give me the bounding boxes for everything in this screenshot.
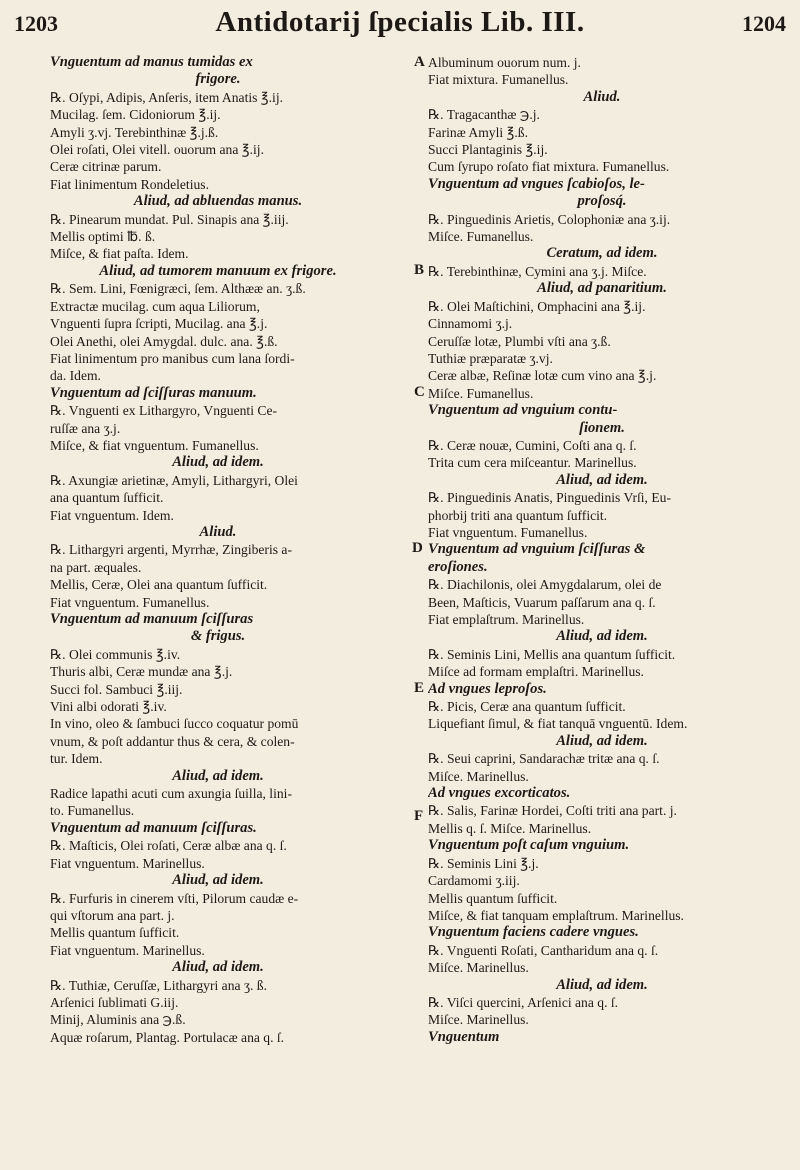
right-line: Mellis quantum ſufficit. xyxy=(428,890,558,906)
left-line: Ceræ citrinæ parum. xyxy=(50,159,162,175)
right-line: Vnguentum ad vngues ſcabioſos, le- xyxy=(428,175,645,192)
right-line: ℞. Seminis Lini, Mellis ana quantum ſufficit. xyxy=(428,646,676,662)
left-line: Miſce, & fiat paſta. Idem. xyxy=(50,246,189,262)
right-line: Vnguentum faciens cadere vngues. xyxy=(428,924,639,941)
right-line: eroſiones. xyxy=(428,558,488,575)
left-line: Arſenici ſublimati G.iij. xyxy=(50,994,179,1010)
right-line: ℞. Pinguedinis Anatis, Pinguedinis Vrſi, Eu- xyxy=(428,490,671,506)
left-line: ℞. Tuthiæ, Ceruſſæ, Lithargyri ana ʒ. ß. xyxy=(50,977,267,993)
right-line: Ceratum, ad idem. xyxy=(546,245,658,262)
right-line: Fiat mixtura. Fumanellus. xyxy=(428,72,569,88)
right-line: ℞. Diachilonis, olei Amygdalarum, olei de xyxy=(428,577,662,593)
right-line: Aliud, ad idem. xyxy=(556,628,648,645)
left-line: Vnguentum ad manuum ſciſſuras xyxy=(50,611,254,627)
right-line: Trita cum cera miſceantur. Marinellus. xyxy=(428,455,637,471)
left-line: to. Fumanellus. xyxy=(50,803,135,819)
left-line: Extractæ mucilag. cum aqua Liliorum, xyxy=(50,298,260,314)
right-line: ℞. Pinguedinis Arietis, Colophoniæ ana ʒ.ij. xyxy=(428,211,671,227)
left-line: Vnguentum ad ſciſſuras manuum. xyxy=(50,384,257,401)
right-line: Miſce. Fumanellus. xyxy=(428,385,534,401)
right-line: Vnguentum ad vnguium contu- xyxy=(428,402,618,419)
page-header xyxy=(14,6,786,46)
margin-letter-e: E xyxy=(414,680,425,696)
right-line: Cum ſyrupo roſato fiat mixtura. Fumanellus. xyxy=(428,159,670,175)
right-line: ℞. Picis, Ceræ ana quantum ſufficit. xyxy=(428,699,626,715)
right-line: ſionem. xyxy=(579,419,625,436)
right-line: Aliud, ad panaritium. xyxy=(537,280,667,297)
left-line: tur. Idem. xyxy=(50,751,103,767)
left-line: Aliud, ad idem. xyxy=(172,959,264,976)
left-line: Succi fol. Sambuci ℥.iij. xyxy=(50,681,183,697)
right-line: ℞. Olei Maſtichini, Omphacini ana ℥.ij. xyxy=(428,298,646,314)
right-column xyxy=(428,54,776,1046)
right-line: Albuminum ouorum num. j. xyxy=(428,55,581,70)
left-line: Aliud, ad idem. xyxy=(172,767,264,784)
left-line: Fiat vnguentum. Marinellus. xyxy=(50,855,205,871)
left-line: ℞. Pinearum mundat. Pul. Sinapis ana ℥.iij. xyxy=(50,211,289,227)
right-line: Ad vngues excorticatos. xyxy=(428,785,571,802)
left-line: frigore. xyxy=(195,71,241,88)
left-line: In vino, oleo & ſambuci ſucco coquatur pomū xyxy=(50,716,299,732)
left-line: vnum, & poſt addantur thus & cera, & colen- xyxy=(50,733,295,749)
margin-letter-c: C xyxy=(414,384,425,400)
left-line: Aquæ roſarum, Plantag. Portulacæ ana q. ſ. xyxy=(50,1029,285,1045)
right-line: Ceræ albæ, Reſinæ lotæ cum vino ana ℥.j. xyxy=(428,368,657,384)
right-line: Aliud, ad idem. xyxy=(556,471,648,488)
right-line: Cardamomi ʒ.iij. xyxy=(428,873,520,889)
right-line: ℞. Seminis Lini ℥.j. xyxy=(428,855,539,871)
right-line: Miſce ad formam emplaſtri. Marinellus. xyxy=(428,664,644,680)
left-line: Vini albi odorati ℥.iv. xyxy=(50,699,167,715)
right-line: Aliud, ad idem. xyxy=(556,976,648,993)
left-line: da. Idem. xyxy=(50,368,101,384)
left-line: Fiat vnguentum. Fumanellus. xyxy=(50,594,210,610)
right-line: Cinnamomi ʒ.j. xyxy=(428,316,513,332)
right-line: Succi Plantaginis ℥.ij. xyxy=(428,142,548,158)
left-line: Aliud, ad tumorem manuum ex frigore. xyxy=(99,262,337,279)
left-line: Fiat linimentum Rondeletius. xyxy=(50,176,209,192)
right-line: Miſce, & fiat tanquam emplaſtrum. Marinellus. xyxy=(428,907,684,923)
left-line: ℞. Vnguenti ex Lithargyro, Vnguenti Ce- xyxy=(50,403,278,419)
left-line: Olei roſati, Olei vitell. ouorum ana ℥.ij. xyxy=(50,142,264,158)
right-line: Tuthiæ præparatæ ʒ.vj. xyxy=(428,350,553,366)
right-line: proſosq́. xyxy=(577,193,627,210)
left-line: Radice lapathi acuti cum axungia ſuilla, lini- xyxy=(50,786,292,802)
left-line: Aliud, ad abluendas manus. xyxy=(133,193,303,210)
left-line: Minij, Aluminis ana ℈.ß. xyxy=(50,1012,186,1028)
running-title: Antidotarij ſpecialis Lib. III. xyxy=(215,6,585,38)
right-line: Miſce. Marinellus. xyxy=(428,1012,529,1028)
right-line: ℞. Ceræ nouæ, Cumini, Coſti ana q. ſ. xyxy=(428,437,637,453)
left-line: Olei Anethi, olei Amygdal. dulc. ana. ℥.ß. xyxy=(50,333,278,349)
right-line: ℞. Terebinthinæ, Cymini ana ʒ.j. Miſce. xyxy=(428,263,647,279)
left-line: Mellis quantum ſufficit. xyxy=(50,925,180,941)
left-line: ana quantum ſufficit. xyxy=(50,490,164,506)
right-line: ℞. Vnguenti Roſati, Cantharidum ana q. ſ. xyxy=(428,942,659,958)
right-line: Vnguentum poſt caſum vnguium. xyxy=(428,837,630,854)
right-line: Farinæ Amyli ℥.ß. xyxy=(428,124,528,140)
left-line: qui vſtorum ana part. j. xyxy=(50,907,175,923)
right-line: Fiat emplaſtrum. Marinellus. xyxy=(428,612,585,627)
left-line: Miſce, & fiat vnguentum. Fumanellus. xyxy=(50,437,259,453)
page-number-left: 1203 xyxy=(14,11,58,36)
left-line: Mellis, Ceræ, Olei ana quantum ſufficit. xyxy=(50,577,268,593)
left-line: Fiat vnguentum. Idem. xyxy=(50,507,174,523)
right-line: Vnguentum ad vnguium ſciſſuras & xyxy=(428,541,646,558)
right-line: Miſce. Fumanellus. xyxy=(428,229,534,245)
right-line: Ceruſſæ lotæ, Plumbi vſti ana ʒ.ß. xyxy=(428,333,611,349)
left-line: & frigus. xyxy=(190,628,246,645)
left-line: Aliud. xyxy=(199,523,237,540)
left-line: ℞. Oſypi, Adipis, Anſeris, item Anatis ℥.ij. xyxy=(50,89,284,105)
left-line: Fiat vnguentum. Marinellus. xyxy=(50,942,205,958)
left-line: ℞. Sem. Lini, Fœnigræci, ſem. Althææ an. ʒ.ß. xyxy=(50,281,306,297)
page-number-right: 1204 xyxy=(742,11,786,36)
left-line: ℞. Furfuris in cinerem vſti, Pilorum caudæ e- xyxy=(50,890,299,906)
left-line: Vnguentum ad manuum ſciſſuras. xyxy=(50,819,257,836)
margin-letter-a: A xyxy=(414,54,425,70)
left-line: Amyli ʒ.vj. Terebinthinæ ℥.j.ß. xyxy=(50,124,219,140)
right-line: Fiat vnguentum. Fumanellus. xyxy=(428,524,588,540)
margin-letter-d: D xyxy=(412,540,423,556)
right-line: Ad vngues leproſos. xyxy=(428,680,547,697)
right-line: ℞. Viſci quercini, Arſenici ana q. ſ. xyxy=(428,994,619,1010)
right-line: Miſce. Marinellus. xyxy=(428,768,529,784)
left-line: Aliud, ad idem. xyxy=(172,872,264,889)
right-line: Vnguentum xyxy=(428,1028,500,1045)
left-line: Thuris albi, Ceræ mundæ ana ℥.j. xyxy=(50,664,233,680)
margin-letter-f: F xyxy=(414,808,424,824)
left-line: Mucilag. ſem. Cidoniorum ℥.ij. xyxy=(50,107,221,123)
right-line: Aliud, ad idem. xyxy=(556,732,648,749)
left-line: ℞. Olei communis ℥.iv. xyxy=(50,646,181,662)
left-line: na part. æquales. xyxy=(50,559,142,575)
right-line: ℞. Salis, Farinæ Hordei, Coſti triti ana part. j. xyxy=(428,803,677,819)
left-line: ℞. Axungiæ arietinæ, Amyli, Lithargyri, Olei xyxy=(50,472,298,488)
right-line: ℞. Tragacanthæ ℈.j. xyxy=(428,107,540,123)
left-line: ℞. Maſticis, Olei roſati, Ceræ albæ ana q. ſ. xyxy=(50,838,287,854)
right-line: phorbij triti ana quantum ſufficit. xyxy=(428,507,608,523)
right-line: Miſce. Marinellus. xyxy=(428,960,529,976)
right-line: Been, Maſticis, Vuarum paſſarum ana q. ſ. xyxy=(428,594,656,610)
left-line: Vnguentum ad manus tumidas ex xyxy=(50,54,253,70)
left-line: Aliud, ad idem. xyxy=(172,454,264,471)
right-line: Aliud. xyxy=(583,88,621,105)
right-line: Mellis q. ſ. Miſce. Marinellus. xyxy=(428,820,592,836)
margin-letter-b: B xyxy=(414,262,425,278)
left-column xyxy=(50,54,386,1046)
left-line: Vnguenti ſupra ſcripti, Mucilag. ana ℥.j. xyxy=(50,316,268,332)
left-line: Mellis optimi ℔. ß. xyxy=(50,229,156,245)
left-line: ℞. Lithargyri argenti, Myrrhæ, Zingiberis a- xyxy=(50,542,292,558)
left-line: Fiat linimentum pro manibus cum lana ſordi- xyxy=(50,350,295,366)
left-line: ruſſæ ana ʒ.j. xyxy=(50,420,121,436)
right-line: ℞. Seui caprini, Sandarachæ tritæ ana q. ſ. xyxy=(428,751,660,767)
right-line: Liquefiant ſimul, & fiat tanquā vnguentū. Idem. xyxy=(428,716,688,732)
